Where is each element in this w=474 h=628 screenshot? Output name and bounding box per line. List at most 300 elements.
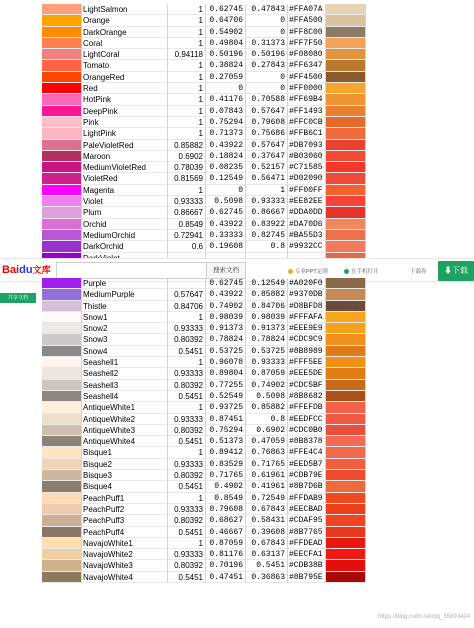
color-swatch [42, 346, 82, 357]
color-name: Pink [82, 117, 168, 128]
blue-value: 0.57647 [246, 140, 288, 151]
color-name: NavajoWhite3 [82, 560, 168, 571]
table-row [42, 312, 366, 323]
red-value: 1 [168, 15, 206, 26]
color-name: PeachPuff4 [82, 527, 168, 538]
red-value: 0.93333 [168, 459, 206, 470]
blue-value: 0.87059 [246, 368, 288, 379]
green-value: 0.19608 [206, 241, 246, 252]
table-row [42, 301, 366, 312]
red-value: 0.78039 [168, 162, 206, 173]
red-value: 1 [168, 106, 206, 117]
color-swatch [42, 117, 82, 128]
side-swatch [326, 572, 366, 583]
red-value: 0.80392 [168, 334, 206, 345]
download-voucher-label: 下载券 [410, 269, 427, 275]
red-value [168, 278, 206, 289]
table-row [42, 425, 366, 436]
color-swatch [42, 128, 82, 139]
download-icon: ⬇ [444, 266, 452, 275]
side-swatch [326, 402, 366, 413]
green-value: 0.12549 [206, 173, 246, 184]
blue-value: 0.76863 [246, 447, 288, 458]
red-value: 0.81569 [168, 173, 206, 184]
color-name: PeachPuff2 [82, 504, 168, 515]
color-name: DarkOrange [82, 27, 168, 38]
red-value: 1 [168, 72, 206, 83]
color-swatch [42, 230, 82, 241]
blue-value: 0.79608 [246, 117, 288, 128]
table-row [42, 106, 366, 117]
red-value: 0.93333 [168, 323, 206, 334]
color-name: Seashell3 [82, 380, 168, 391]
color-name: Seashell4 [82, 391, 168, 402]
hex-value: #8B8378 [288, 436, 326, 447]
side-swatch [326, 207, 366, 218]
red-value: 0.93333 [168, 414, 206, 425]
color-name: VioletRed [82, 173, 168, 184]
side-swatch [326, 49, 366, 60]
blue-value: 0.78824 [246, 334, 288, 345]
color-swatch [42, 207, 82, 218]
color-name: Maroon [82, 151, 168, 162]
color-name: Seashell2 [82, 368, 168, 379]
color-swatch [42, 380, 82, 391]
red-value: 1 [168, 4, 206, 15]
blue-value: 0.12549 [246, 278, 288, 289]
hex-value: #FFFAFA [288, 312, 326, 323]
blue-value: 0.83922 [246, 219, 288, 230]
color-name: Bisque2 [82, 459, 168, 470]
table-row [42, 515, 366, 526]
side-swatch [326, 289, 366, 300]
red-value: 0.57647 [168, 289, 206, 300]
color-swatch [42, 301, 82, 312]
hex-value: #EECBAD [288, 504, 326, 515]
hex-value: #D02090 [288, 173, 326, 184]
side-swatch [326, 425, 366, 436]
side-swatch [326, 312, 366, 323]
green-value: 0.89804 [206, 368, 246, 379]
side-swatch [326, 83, 366, 94]
red-value: 0.80392 [168, 560, 206, 571]
red-value: 1 [168, 185, 206, 196]
green-value: 0.96078 [206, 357, 246, 368]
color-swatch [42, 162, 82, 173]
green-value: 0.62745 [206, 207, 246, 218]
blue-value: 0.56471 [246, 173, 288, 184]
side-swatch [326, 549, 366, 560]
green-value: 0.81176 [206, 549, 246, 560]
side-swatch [326, 196, 366, 207]
red-value: 0.86667 [168, 207, 206, 218]
green-value: 0.51373 [206, 436, 246, 447]
side-swatch [326, 94, 366, 105]
color-swatch [42, 151, 82, 162]
search-button[interactable]: 搜索文档 [206, 262, 246, 279]
color-name: PaleVioletRed [82, 140, 168, 151]
red-value: 0.85882 [168, 140, 206, 151]
blue-value: 0.67843 [246, 504, 288, 515]
blue-value: 0.61961 [246, 470, 288, 481]
blue-value: 0.39608 [246, 527, 288, 538]
blue-value: 0.58431 [246, 515, 288, 526]
hex-value: #CDC0B0 [288, 425, 326, 436]
blue-value: 0.57647 [246, 106, 288, 117]
side-swatch [326, 481, 366, 492]
color-name: HotPink [82, 94, 168, 105]
green-value: 0.83529 [206, 459, 246, 470]
side-swatch [326, 230, 366, 241]
table-row [42, 334, 366, 345]
blue-value: 0.27843 [246, 60, 288, 71]
color-name: Purple [82, 278, 168, 289]
color-name: MediumVioletRed [82, 162, 168, 173]
side-swatch [326, 106, 366, 117]
color-swatch [42, 312, 82, 323]
color-swatch [42, 357, 82, 368]
blue-value: 0.8 [246, 414, 288, 425]
side-swatch [326, 301, 366, 312]
color-swatch [42, 447, 82, 458]
blue-value: 0.8 [246, 241, 288, 252]
color-name: Snow3 [82, 334, 168, 345]
color-swatch [42, 49, 82, 60]
hex-value: #9370DB [288, 289, 326, 300]
table-row [42, 368, 366, 379]
side-swatch [326, 334, 366, 345]
color-name: Snow2 [82, 323, 168, 334]
hex-value: #DA70D6 [288, 219, 326, 230]
table-row [42, 207, 366, 218]
blue-value: 0.53725 [246, 346, 288, 357]
table-row [42, 173, 366, 184]
blue-value: 1 [246, 185, 288, 196]
blue-value: 0.37647 [246, 151, 288, 162]
blue-value: 0.63137 [246, 549, 288, 560]
open-on-phone-link[interactable]: 在手机打开 [344, 267, 379, 275]
blue-value: 0 [246, 27, 288, 38]
hex-value: #9932CC [288, 241, 326, 252]
red-value: 0.72941 [168, 230, 206, 241]
hex-value: #FFE4C4 [288, 447, 326, 458]
color-swatch [42, 527, 82, 538]
hex-value: #A020F0 [288, 278, 326, 289]
hex-value: #EEDFCC [288, 414, 326, 425]
green-value: 0.62745 [206, 4, 246, 15]
side-swatch [326, 493, 366, 504]
color-name: OrangeRed [82, 72, 168, 83]
blue-value: 0.93333 [246, 196, 288, 207]
table-row [42, 470, 366, 481]
blue-value: 0.84706 [246, 301, 288, 312]
green-value: 0.27059 [206, 72, 246, 83]
red-value: 1 [168, 60, 206, 71]
color-swatch [42, 402, 82, 413]
color-swatch [42, 470, 82, 481]
hex-value: #8B8989 [288, 346, 326, 357]
blue-value: 0 [246, 15, 288, 26]
table-row [42, 4, 366, 15]
green-value: 0.4902 [206, 481, 246, 492]
hex-value: #8B795E [288, 572, 326, 583]
blue-value: 0.36863 [246, 572, 288, 583]
green-value: 0.98039 [206, 312, 246, 323]
red-value: 0.93333 [168, 504, 206, 515]
side-swatch [326, 447, 366, 458]
color-name: AntiqueWhite3 [82, 425, 168, 436]
color-swatch [42, 425, 82, 436]
green-value: 0 [206, 185, 246, 196]
hex-value: #C71585 [288, 162, 326, 173]
color-table-top [42, 4, 366, 258]
color-swatch [42, 493, 82, 504]
color-table-bottom [42, 278, 366, 583]
hex-value: #BA55D3 [288, 230, 326, 241]
color-swatch [42, 459, 82, 470]
green-value: 0.75294 [206, 425, 246, 436]
hex-value: #DDA0DD [288, 207, 326, 218]
color-swatch [42, 72, 82, 83]
blue-value: 0 [246, 83, 288, 94]
blue-value: 0.67843 [246, 538, 288, 549]
red-value: 0.5451 [168, 391, 206, 402]
side-swatch [326, 560, 366, 571]
red-value: 0.6902 [168, 151, 206, 162]
green-value: 0.52549 [206, 391, 246, 402]
color-name: Snow4 [82, 346, 168, 357]
color-name: PeachPuff1 [82, 493, 168, 504]
blue-value: 0.91373 [246, 323, 288, 334]
color-swatch [42, 391, 82, 402]
table-row [42, 459, 366, 470]
hex-value: #FF00FF [288, 185, 326, 196]
hex-value: #CDC5BF [288, 380, 326, 391]
side-swatch [326, 527, 366, 538]
green-value: 0.91373 [206, 323, 246, 334]
color-name: AntiqueWhite1 [82, 402, 168, 413]
hex-value: #CDAF95 [288, 515, 326, 526]
green-value: 0.78824 [206, 334, 246, 345]
color-name: Tomato [82, 60, 168, 71]
blue-value: 0.82745 [246, 230, 288, 241]
color-swatch [42, 60, 82, 71]
table-row [42, 346, 366, 357]
blue-value: 0.5451 [246, 560, 288, 571]
red-value: 0.93333 [168, 549, 206, 560]
hex-value: #FF69B4 [288, 94, 326, 105]
hex-value: #FF8C00 [288, 27, 326, 38]
blue-value: 0 [246, 72, 288, 83]
hex-value: #EECFA1 [288, 549, 326, 560]
red-value: 0.5451 [168, 346, 206, 357]
side-swatch [326, 72, 366, 83]
side-swatch [326, 173, 366, 184]
blue-value: 0.50196 [246, 49, 288, 60]
red-value: 0.8549 [168, 219, 206, 230]
side-swatch [326, 515, 366, 526]
color-name: LightSalmon [82, 4, 168, 15]
side-swatch [326, 391, 366, 402]
green-value: 0.43922 [206, 140, 246, 151]
table-row [42, 94, 366, 105]
green-value: 0.68627 [206, 515, 246, 526]
red-value: 0.5451 [168, 481, 206, 492]
side-swatch [326, 27, 366, 38]
red-value: 0.5451 [168, 436, 206, 447]
phone-icon [344, 269, 349, 274]
color-swatch [42, 140, 82, 151]
color-name: LightPink [82, 128, 168, 139]
color-name: MediumPurple [82, 289, 168, 300]
table-row [42, 391, 366, 402]
color-swatch [42, 368, 82, 379]
hex-value: #EED5B7 [288, 459, 326, 470]
green-value: 0.18824 [206, 151, 246, 162]
red-value: 1 [168, 94, 206, 105]
green-value: 0.93725 [206, 402, 246, 413]
blue-value: 0.86667 [246, 207, 288, 218]
blue-value: 0.85882 [246, 402, 288, 413]
table-row [42, 278, 366, 289]
color-swatch [42, 94, 82, 105]
table-row [42, 560, 366, 571]
table-row [42, 436, 366, 447]
table-row [42, 402, 366, 413]
red-value: 1 [168, 538, 206, 549]
color-swatch [42, 38, 82, 49]
side-swatch [326, 4, 366, 15]
side-swatch [326, 278, 366, 289]
hex-value: #CDC9C9 [288, 334, 326, 345]
red-value: 0.6 [168, 241, 206, 252]
table-row [42, 527, 366, 538]
side-swatch [326, 219, 366, 230]
green-value: 0.08235 [206, 162, 246, 173]
red-value: 1 [168, 83, 206, 94]
table-row [42, 572, 366, 583]
hex-value: #D8BFD8 [288, 301, 326, 312]
table-row [42, 323, 366, 334]
hex-value: #FF0000 [288, 83, 326, 94]
blue-value: 0.31373 [246, 38, 288, 49]
table-row [42, 219, 366, 230]
red-value: 1 [168, 38, 206, 49]
color-swatch [42, 515, 82, 526]
blue-value: 0.85882 [246, 289, 288, 300]
hex-value: #EE82EE [288, 196, 326, 207]
side-swatch [326, 162, 366, 173]
color-name: Snow1 [82, 312, 168, 323]
color-name: AntiqueWhite4 [82, 436, 168, 447]
color-swatch [42, 185, 82, 196]
blue-value: 0.75686 [246, 128, 288, 139]
table-row [42, 241, 366, 252]
color-swatch [42, 15, 82, 26]
side-swatch [326, 380, 366, 391]
color-name: Thistle [82, 301, 168, 312]
table-row [42, 60, 366, 71]
table-row [42, 27, 366, 38]
green-value: 0.71765 [206, 470, 246, 481]
side-swatch [326, 346, 366, 357]
color-name: MediumOrchid [82, 230, 168, 241]
color-name: DarkOrchid [82, 241, 168, 252]
color-name: DeepPink [82, 106, 168, 117]
green-value: 0.70196 [206, 560, 246, 571]
table-row [42, 504, 366, 515]
side-swatch [326, 151, 366, 162]
color-swatch [42, 414, 82, 425]
side-swatch [326, 140, 366, 151]
color-name: Red [82, 83, 168, 94]
green-value: 0.50196 [206, 49, 246, 60]
hex-value: #FFDEAD [288, 538, 326, 549]
green-value: 0.33333 [206, 230, 246, 241]
green-value: 0.77255 [206, 380, 246, 391]
color-swatch [42, 4, 82, 15]
hex-value: #B03060 [288, 151, 326, 162]
red-value: 1 [168, 402, 206, 413]
green-value: 0.62745 [206, 278, 246, 289]
green-value: 0.54902 [206, 27, 246, 38]
table-row [42, 447, 366, 458]
side-swatch [326, 357, 366, 368]
hex-value: #FFA500 [288, 15, 326, 26]
table-row [42, 185, 366, 196]
download-button[interactable]: ⬇下载 [438, 261, 474, 281]
search-input[interactable] [56, 262, 206, 279]
ppt-icon [288, 269, 293, 274]
ppt-custom-link[interactable]: 专业PPT定制 [288, 267, 328, 275]
blue-value: 0.52157 [246, 162, 288, 173]
green-value: 0.8549 [206, 493, 246, 504]
color-name: Orchid [82, 219, 168, 230]
color-name: Coral [82, 38, 168, 49]
hex-value: #8B7765 [288, 527, 326, 538]
hex-value: #FF6347 [288, 60, 326, 71]
share-document-button[interactable]: 共享文档 [0, 293, 36, 303]
color-name: Violet [82, 196, 168, 207]
red-value: 1 [168, 117, 206, 128]
red-value: 1 [168, 357, 206, 368]
hex-value: #F08080 [288, 49, 326, 60]
baidu-wenku-logo[interactable]: Baidu文库 [2, 264, 51, 276]
green-value: 0.5098 [206, 196, 246, 207]
side-swatch [326, 368, 366, 379]
side-swatch [326, 470, 366, 481]
color-name: NavajoWhite4 [82, 572, 168, 583]
table-row [42, 15, 366, 26]
table-row [42, 49, 366, 60]
hex-value: #FF1493 [288, 106, 326, 117]
red-value: 1 [168, 493, 206, 504]
table-row [42, 357, 366, 368]
hex-value: #EEE9E9 [288, 323, 326, 334]
hex-value: #EEE5DE [288, 368, 326, 379]
color-name: Bisque1 [82, 447, 168, 458]
green-value: 0.43922 [206, 219, 246, 230]
red-value: 0.80392 [168, 470, 206, 481]
green-value: 0.89412 [206, 447, 246, 458]
red-value: 0.84706 [168, 301, 206, 312]
hex-value: #8B8682 [288, 391, 326, 402]
green-value: 0.79608 [206, 504, 246, 515]
color-swatch [42, 241, 82, 252]
hex-value: #8B7D6B [288, 481, 326, 492]
hex-value: #FFF5EE [288, 357, 326, 368]
red-value: 0.80392 [168, 515, 206, 526]
